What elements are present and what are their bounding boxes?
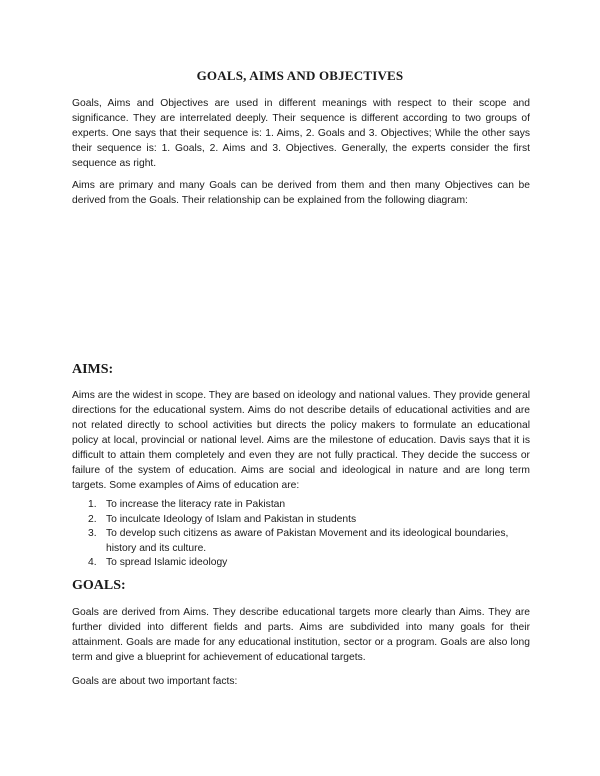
intro-paragraph-2: Aims are primary and many Goals can be derived from them and then many Objectives can be derived from the Goals. Their relationship can be explained from the following diagram: [72, 180, 530, 206]
intro-paragraph-1: Goals, Aims and Objectives are used in different meanings with respect to their scope and significance. They are interrelated deeply. Their sequence is different according to two groups of experts. One says that their sequence is: 1. Aims, 2. Goals and 3. Objectives; While the other says their sequence is: 1. Goals, 2. Aims and 3. Objectives. Generally, the experts consider the first sequence as right. [72, 98, 530, 169]
list-item [72, 498, 530, 513]
list-item [72, 527, 530, 556]
goals-heading: GOALS: [72, 578, 126, 593]
list-item-number: 4. [88, 557, 97, 568]
goals-paragraph: Goals are derived from Aims. They describe educational targets more clearly than Aims. They are further divided into different fields and parts. Aims are subdivided into many goals for their attainment. Goals are made for any educational institution, sector or a program. Goals are also long term and give a blueprint for achievement of educational targets. [72, 607, 530, 663]
list-item-number: 2. [88, 513, 97, 525]
aims-paragraph: Aims are the widest in scope. They are based on ideology and national values. They provide general directions for the educational system. Aims do not describe details of educational activities and are not related directly to school activities but directs the policy makers to formulate an educational policy at local, provincial or national level. Aims are the milestone of education. Davis says that it is difficult to attain them completely and even they are not fully practical. They decide the success or failure of the system of education. Aims are social and ideological in nature and are long term targets. Some examples of Aims of education are: [72, 390, 530, 491]
goals-facts-intro: Goals are about two important facts: [72, 676, 238, 687]
list-item-text: To spread Islamic ideology [106, 557, 228, 568]
page-title: GOALS, AIMS AND OBJECTIVES [196, 68, 404, 83]
list-item-number: 1. [88, 499, 97, 510]
list-item-text: To develop such citizens as aware of Pakistan Movement and its ideological boundaries, history and its culture. [106, 528, 509, 554]
aims-examples-list [72, 498, 530, 571]
list-item-text: To increase the literacy rate in Pakistan [106, 499, 286, 510]
list-item-text: To inculcate Ideology of Islam and Pakistan in students [106, 513, 357, 525]
aims-heading: AIMS: [72, 362, 114, 377]
list-item [72, 556, 530, 571]
list-item-number: 3. [88, 528, 97, 539]
diagram-placeholder [72, 215, 530, 355]
list-item [72, 513, 530, 528]
